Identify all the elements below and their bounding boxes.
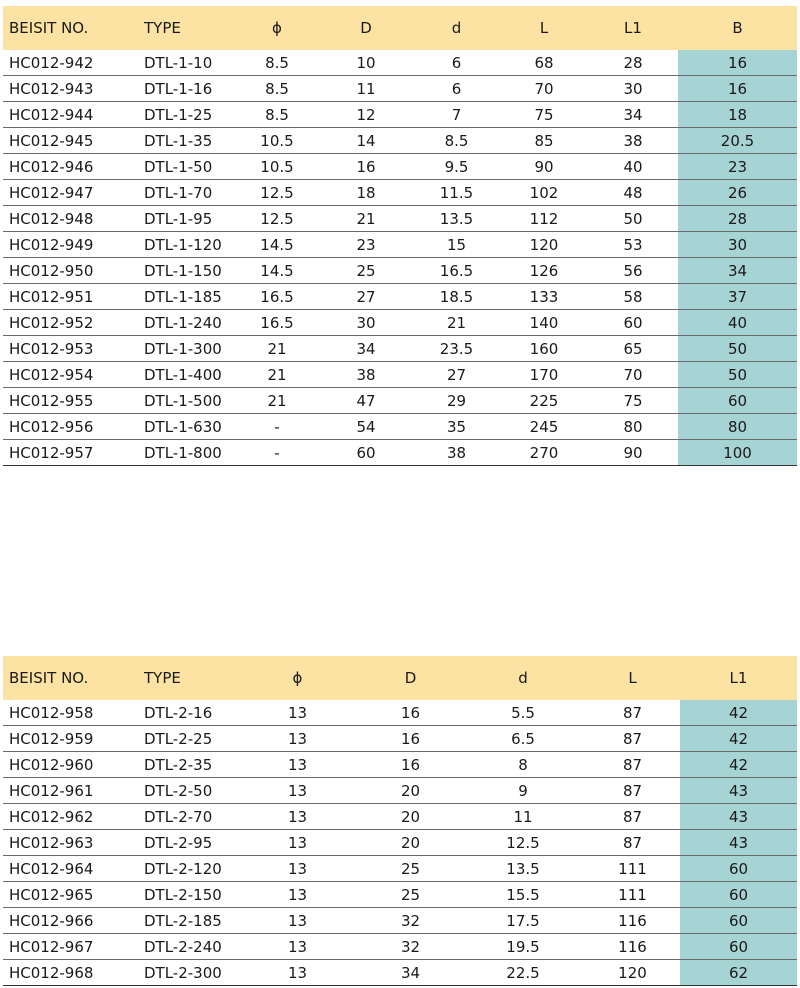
table-cell: 16 xyxy=(319,154,413,180)
table-cell: HC012-961 xyxy=(3,778,138,804)
table-cell: DTL-1-400 xyxy=(138,362,235,388)
table-cell: 43 xyxy=(680,804,797,830)
table-cell: 20 xyxy=(360,804,461,830)
table-cell: 80 xyxy=(678,414,797,440)
table-cell: HC012-963 xyxy=(3,830,138,856)
table-cell: 18 xyxy=(678,102,797,128)
table-cell: DTL-1-95 xyxy=(138,206,235,232)
table-cell: DTL-1-16 xyxy=(138,76,235,102)
table-cell: 27 xyxy=(413,362,500,388)
table-cell: 26 xyxy=(678,180,797,206)
table-row xyxy=(3,128,797,154)
table-cell: 12.5 xyxy=(235,180,319,206)
table-cell: 225 xyxy=(500,388,588,414)
column-header: TYPE xyxy=(138,6,235,50)
table-cell: 16 xyxy=(360,726,461,752)
table-row xyxy=(3,700,797,726)
column-header: D xyxy=(319,6,413,50)
table-cell: 21 xyxy=(235,336,319,362)
table-cell: 16.5 xyxy=(235,284,319,310)
table-cell: HC012-952 xyxy=(3,310,138,336)
column-header: BEISIT NO. xyxy=(3,6,138,50)
table-cell: HC012-966 xyxy=(3,908,138,934)
table-cell: HC012-950 xyxy=(3,258,138,284)
table-cell: 245 xyxy=(500,414,588,440)
table-cell: 160 xyxy=(500,336,588,362)
table-cell: HC012-968 xyxy=(3,960,138,986)
table-cell: 60 xyxy=(319,440,413,466)
table-cell: DTL-1-300 xyxy=(138,336,235,362)
table-cell: 9.5 xyxy=(413,154,500,180)
table-cell: 13 xyxy=(235,934,360,960)
column-header: ϕ xyxy=(235,6,319,50)
table-cell: 21 xyxy=(413,310,500,336)
table-cell: 9 xyxy=(461,778,585,804)
table-row xyxy=(3,726,797,752)
column-header: TYPE xyxy=(138,656,235,700)
table-cell: 14.5 xyxy=(235,258,319,284)
table-cell: 18 xyxy=(319,180,413,206)
table-cell: 60 xyxy=(588,310,678,336)
table-cell: 90 xyxy=(500,154,588,180)
table-cell: 32 xyxy=(360,934,461,960)
table-cell: 6 xyxy=(413,76,500,102)
table-cell: 62 xyxy=(680,960,797,986)
table-cell: HC012-942 xyxy=(3,50,138,76)
table-cell: 13 xyxy=(235,752,360,778)
table-cell: 56 xyxy=(588,258,678,284)
table-cell: 47 xyxy=(319,388,413,414)
table-cell: 87 xyxy=(585,778,680,804)
table-cell: HC012-946 xyxy=(3,154,138,180)
table-cell: 7 xyxy=(413,102,500,128)
table-cell: 68 xyxy=(500,50,588,76)
table-cell: 16.5 xyxy=(235,310,319,336)
column-header: L1 xyxy=(588,6,678,50)
table-cell: DTL-1-120 xyxy=(138,232,235,258)
table-cell: HC012-951 xyxy=(3,284,138,310)
table-cell: 21 xyxy=(319,206,413,232)
table-row xyxy=(3,882,797,908)
table-row xyxy=(3,752,797,778)
table-cell: DTL-1-800 xyxy=(138,440,235,466)
column-header: L1 xyxy=(680,656,797,700)
table-cell: 10 xyxy=(319,50,413,76)
table-cell: 16 xyxy=(678,76,797,102)
table-cell: HC012-955 xyxy=(3,388,138,414)
table-row xyxy=(3,76,797,102)
table-row xyxy=(3,934,797,960)
table-row xyxy=(3,310,797,336)
table-cell: 60 xyxy=(680,908,797,934)
table-cell: 133 xyxy=(500,284,588,310)
table-cell: 35 xyxy=(413,414,500,440)
table-cell: 15.5 xyxy=(461,882,585,908)
column-header: L xyxy=(500,6,588,50)
table-cell: 30 xyxy=(678,232,797,258)
table-cell: DTL-2-120 xyxy=(138,856,235,882)
table-cell: HC012-958 xyxy=(3,700,138,726)
table-row xyxy=(3,856,797,882)
table-cell: 70 xyxy=(500,76,588,102)
table-cell: 15 xyxy=(413,232,500,258)
table-cell: 30 xyxy=(588,76,678,102)
table-row xyxy=(3,284,797,310)
table-cell: 111 xyxy=(585,856,680,882)
table-cell: 13 xyxy=(235,778,360,804)
table-cell: 42 xyxy=(680,752,797,778)
table-cell: 27 xyxy=(319,284,413,310)
table-cell: 80 xyxy=(588,414,678,440)
table-cell: DTL-2-185 xyxy=(138,908,235,934)
table-cell: HC012-949 xyxy=(3,232,138,258)
table-cell: 13 xyxy=(235,804,360,830)
column-header: BEISIT NO. xyxy=(3,656,138,700)
table-cell: 8.5 xyxy=(413,128,500,154)
table-cell: 40 xyxy=(588,154,678,180)
table-cell: HC012-962 xyxy=(3,804,138,830)
table-cell: 10.5 xyxy=(235,128,319,154)
table-cell: 34 xyxy=(360,960,461,986)
table-cell: 11 xyxy=(461,804,585,830)
table-cell: 170 xyxy=(500,362,588,388)
table-cell: 30 xyxy=(319,310,413,336)
table-cell: 20.5 xyxy=(678,128,797,154)
table-cell: 20 xyxy=(360,830,461,856)
table-cell: 50 xyxy=(678,336,797,362)
column-header: L xyxy=(585,656,680,700)
table-cell: - xyxy=(235,440,319,466)
table-cell: 43 xyxy=(680,830,797,856)
table-cell: 37 xyxy=(678,284,797,310)
table-cell: DTL-1-500 xyxy=(138,388,235,414)
table-cell: 13 xyxy=(235,830,360,856)
table-cell: HC012-954 xyxy=(3,362,138,388)
table-cell: 13.5 xyxy=(413,206,500,232)
table-cell: 75 xyxy=(500,102,588,128)
table-cell: 12.5 xyxy=(461,830,585,856)
table-cell: DTL-1-150 xyxy=(138,258,235,284)
table-cell: HC012-957 xyxy=(3,440,138,466)
table-cell: 16 xyxy=(678,50,797,76)
table-cell: HC012-956 xyxy=(3,414,138,440)
table-cell: 11.5 xyxy=(413,180,500,206)
table-cell: - xyxy=(235,414,319,440)
table-cell: 29 xyxy=(413,388,500,414)
table-cell: 6 xyxy=(413,50,500,76)
table-cell: 116 xyxy=(585,934,680,960)
table-header-row xyxy=(3,6,797,50)
table-cell: 42 xyxy=(680,700,797,726)
table-cell: 38 xyxy=(588,128,678,154)
table-cell: 25 xyxy=(319,258,413,284)
table-cell: 5.5 xyxy=(461,700,585,726)
table-cell: 87 xyxy=(585,804,680,830)
table-cell: 34 xyxy=(319,336,413,362)
table-row xyxy=(3,258,797,284)
table-cell: DTL-1-185 xyxy=(138,284,235,310)
table-cell: 120 xyxy=(500,232,588,258)
table-row xyxy=(3,102,797,128)
table-cell: 25 xyxy=(360,882,461,908)
table-cell: 10.5 xyxy=(235,154,319,180)
table-cell: HC012-965 xyxy=(3,882,138,908)
table-cell: 48 xyxy=(588,180,678,206)
table-cell: 50 xyxy=(678,362,797,388)
table-cell: 13 xyxy=(235,700,360,726)
table-cell: 23 xyxy=(678,154,797,180)
table-cell: DTL-2-300 xyxy=(138,960,235,986)
column-header: ϕ xyxy=(235,656,360,700)
table-cell: 13 xyxy=(235,882,360,908)
table-cell: 112 xyxy=(500,206,588,232)
table-cell: 38 xyxy=(319,362,413,388)
table-cell: 22.5 xyxy=(461,960,585,986)
cable-lug-table-dtl1 xyxy=(3,6,797,466)
table-cell: HC012-944 xyxy=(3,102,138,128)
table-cell: 38 xyxy=(413,440,500,466)
table-cell: 58 xyxy=(588,284,678,310)
table-cell: HC012-943 xyxy=(3,76,138,102)
table-cell: HC012-960 xyxy=(3,752,138,778)
table-cell: 87 xyxy=(585,726,680,752)
table-row xyxy=(3,50,797,76)
cable-lug-table-dtl2 xyxy=(3,656,797,986)
table-cell: 43 xyxy=(680,778,797,804)
table-cell: 54 xyxy=(319,414,413,440)
table-cell: 116 xyxy=(585,908,680,934)
table-cell: 18.5 xyxy=(413,284,500,310)
table-row xyxy=(3,804,797,830)
table-cell: DTL-1-50 xyxy=(138,154,235,180)
table-cell: 13 xyxy=(235,960,360,986)
table-cell: 120 xyxy=(585,960,680,986)
table-cell: DTL-1-10 xyxy=(138,50,235,76)
table-cell: 70 xyxy=(588,362,678,388)
table-cell: 19.5 xyxy=(461,934,585,960)
table-cell: 12 xyxy=(319,102,413,128)
table-cell: 50 xyxy=(588,206,678,232)
table-cell: DTL-1-70 xyxy=(138,180,235,206)
table-cell: 42 xyxy=(680,726,797,752)
table-cell: 28 xyxy=(588,50,678,76)
table-cell: DTL-2-50 xyxy=(138,778,235,804)
table-row xyxy=(3,414,797,440)
table-cell: 8.5 xyxy=(235,76,319,102)
table-cell: HC012-953 xyxy=(3,336,138,362)
table-row xyxy=(3,440,797,466)
table-cell: 60 xyxy=(680,934,797,960)
table-cell: 87 xyxy=(585,752,680,778)
table-cell: 16.5 xyxy=(413,258,500,284)
column-header: D xyxy=(360,656,461,700)
table-header-row xyxy=(3,656,797,700)
table-cell: 14 xyxy=(319,128,413,154)
table-row xyxy=(3,830,797,856)
table-cell: 16 xyxy=(360,752,461,778)
table-cell: 23.5 xyxy=(413,336,500,362)
table-row xyxy=(3,362,797,388)
table-cell: 6.5 xyxy=(461,726,585,752)
table-cell: DTL-1-240 xyxy=(138,310,235,336)
table-cell: 90 xyxy=(588,440,678,466)
table-cell: 111 xyxy=(585,882,680,908)
table-cell: 65 xyxy=(588,336,678,362)
table-cell: 8.5 xyxy=(235,102,319,128)
table-cell: DTL-1-630 xyxy=(138,414,235,440)
table-cell: 75 xyxy=(588,388,678,414)
table-cell: HC012-964 xyxy=(3,856,138,882)
table-cell: 11 xyxy=(319,76,413,102)
table-cell: 87 xyxy=(585,830,680,856)
table-cell: 60 xyxy=(678,388,797,414)
table-cell: 20 xyxy=(360,778,461,804)
table-cell: 28 xyxy=(678,206,797,232)
table-cell: DTL-1-25 xyxy=(138,102,235,128)
table-cell: 60 xyxy=(680,882,797,908)
table-cell: 270 xyxy=(500,440,588,466)
table-cell: 17.5 xyxy=(461,908,585,934)
table-cell: HC012-945 xyxy=(3,128,138,154)
table-cell: 21 xyxy=(235,362,319,388)
table-cell: 34 xyxy=(678,258,797,284)
table-row xyxy=(3,778,797,804)
table-cell: 53 xyxy=(588,232,678,258)
table-row xyxy=(3,908,797,934)
table-row xyxy=(3,336,797,362)
table-cell: 40 xyxy=(678,310,797,336)
table-cell: 25 xyxy=(360,856,461,882)
column-header: B xyxy=(678,6,797,50)
table-cell: 34 xyxy=(588,102,678,128)
table-cell: 13 xyxy=(235,856,360,882)
table-cell: 126 xyxy=(500,258,588,284)
table-cell: 60 xyxy=(680,856,797,882)
table-cell: 8 xyxy=(461,752,585,778)
table-cell: HC012-967 xyxy=(3,934,138,960)
table-cell: 140 xyxy=(500,310,588,336)
table-cell: DTL-2-95 xyxy=(138,830,235,856)
table-cell: 23 xyxy=(319,232,413,258)
table-cell: DTL-2-240 xyxy=(138,934,235,960)
table-cell: HC012-948 xyxy=(3,206,138,232)
table-cell: DTL-2-150 xyxy=(138,882,235,908)
table-cell: 14.5 xyxy=(235,232,319,258)
table-cell: DTL-2-16 xyxy=(138,700,235,726)
table-row xyxy=(3,232,797,258)
table-row xyxy=(3,154,797,180)
table-cell: 8.5 xyxy=(235,50,319,76)
table-cell: 102 xyxy=(500,180,588,206)
table-cell: 12.5 xyxy=(235,206,319,232)
table-cell: 13 xyxy=(235,726,360,752)
column-header: d xyxy=(413,6,500,50)
table-cell: 13.5 xyxy=(461,856,585,882)
column-header: d xyxy=(461,656,585,700)
table-cell: 85 xyxy=(500,128,588,154)
table-row xyxy=(3,960,797,986)
table-cell: DTL-2-70 xyxy=(138,804,235,830)
table-cell: 87 xyxy=(585,700,680,726)
table-cell: DTL-2-25 xyxy=(138,726,235,752)
table-cell: 13 xyxy=(235,908,360,934)
table-row xyxy=(3,388,797,414)
table-cell: DTL-2-35 xyxy=(138,752,235,778)
table-cell: 21 xyxy=(235,388,319,414)
table-cell: DTL-1-35 xyxy=(138,128,235,154)
table-row xyxy=(3,206,797,232)
table-cell: HC012-947 xyxy=(3,180,138,206)
table-cell: 16 xyxy=(360,700,461,726)
table-cell: 32 xyxy=(360,908,461,934)
table-row xyxy=(3,180,797,206)
table-cell: 100 xyxy=(678,440,797,466)
table-cell: HC012-959 xyxy=(3,726,138,752)
